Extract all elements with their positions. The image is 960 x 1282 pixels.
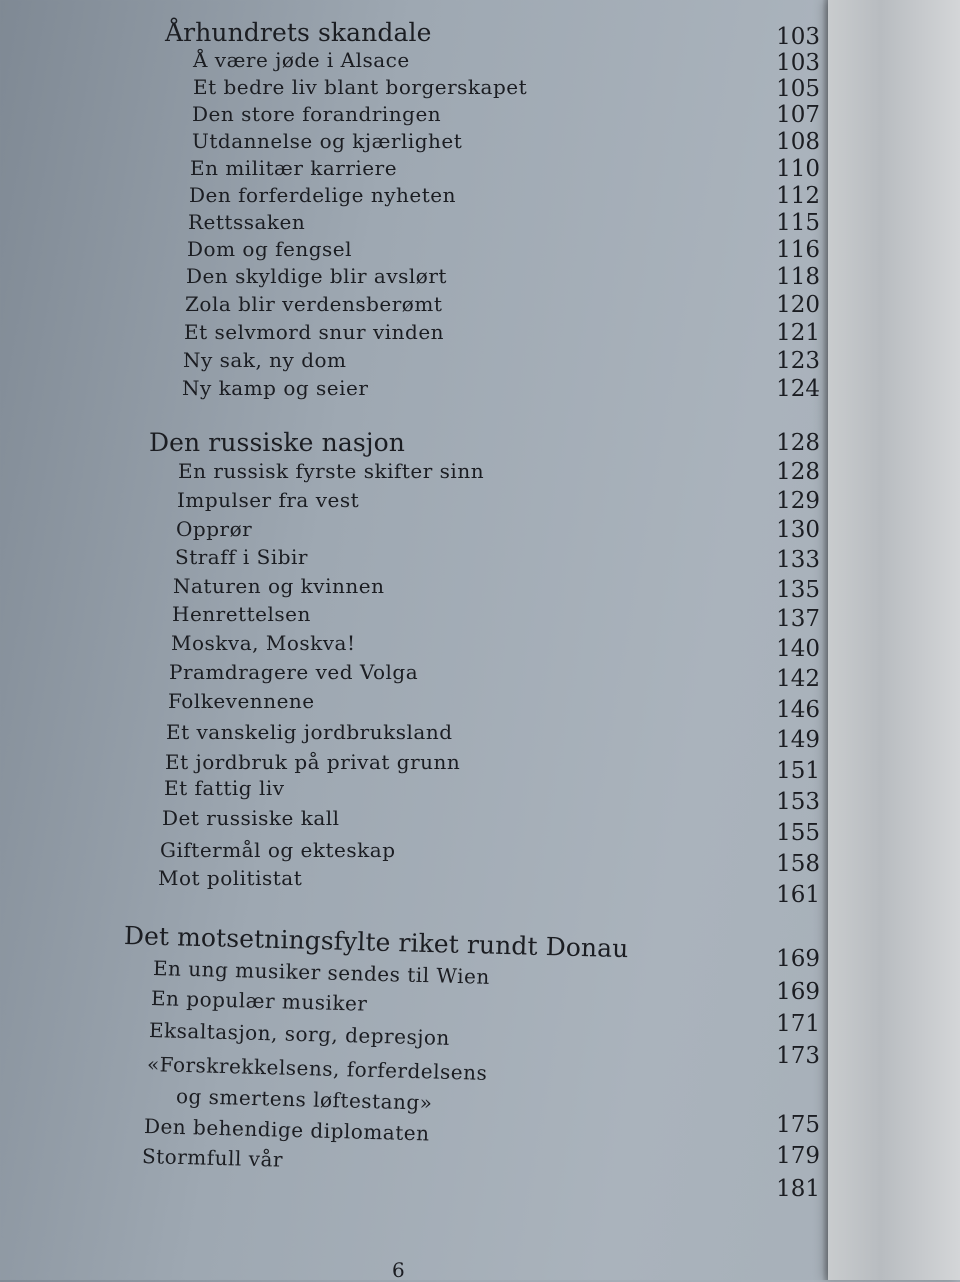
section-page-number: 103 — [776, 24, 820, 50]
toc-item: Giftermål og ekteskap — [160, 838, 396, 862]
toc-item: Den skyldige blir avslørt — [186, 264, 447, 288]
toc-item-page: 149 — [776, 727, 820, 753]
toc-item-page: 146 — [776, 697, 820, 723]
toc-item: Ny kamp og seier — [182, 376, 369, 400]
toc-item: Den behendige diplomaten — [143, 1114, 430, 1146]
toc-item-page: 173 — [776, 1043, 820, 1069]
toc-item: Eksaltasjon, sorg, depresjon — [148, 1018, 451, 1050]
toc-item: Opprør — [176, 517, 253, 541]
toc-item: Impulser fra vest — [177, 488, 360, 512]
toc-item: Å være jøde i Alsace — [193, 48, 410, 72]
toc-item-page: 151 — [776, 758, 820, 784]
toc-item: Et jordbruk på privat grunn — [165, 750, 461, 774]
toc-item-page: 175 — [776, 1112, 820, 1138]
section-title: Århundrets skandale — [165, 18, 432, 47]
toc-item: Stormfull vår — [141, 1144, 284, 1172]
toc-item-page: 128 — [776, 459, 820, 485]
toc-item: Mot politistat — [158, 866, 303, 890]
section-title: Den russiske nasjon — [149, 428, 405, 457]
toc-item: Utdannelse og kjærlighet — [192, 129, 463, 153]
toc-item-page: 135 — [776, 577, 820, 603]
toc-item: Det russiske kall — [162, 806, 340, 830]
toc-item-page: 105 — [776, 76, 820, 102]
section-title: Det motsetningsfylte riket rundt Donau — [123, 921, 629, 964]
toc-item: En populær musiker — [150, 986, 368, 1016]
toc-item: En russisk fyrste skifter sinn — [178, 459, 485, 483]
toc-item: Et fattig liv — [164, 776, 285, 800]
toc-item-page: 171 — [776, 1011, 820, 1037]
toc-item-page: 112 — [776, 183, 820, 209]
toc-item: En militær karriere — [190, 156, 398, 180]
toc-item: Dom og fengsel — [187, 237, 353, 261]
toc-item-page: 116 — [776, 237, 820, 263]
toc-item-page: 110 — [776, 156, 820, 182]
toc-item-page: 161 — [776, 882, 820, 908]
toc-item: Et vanskelig jordbruksland — [166, 720, 453, 744]
toc-item-page: 169 — [776, 979, 820, 1005]
page-folio-number: 6 — [392, 1258, 405, 1282]
toc-item: Naturen og kvinnen — [173, 574, 385, 598]
section-page-number: 169 — [776, 946, 820, 972]
toc-item-page: 115 — [776, 210, 820, 236]
toc-item: Rettssaken — [188, 210, 306, 234]
toc-item-page: 158 — [776, 851, 820, 877]
adjacent-page-edge — [828, 0, 960, 1280]
toc-item-page: 142 — [776, 666, 820, 692]
toc-item-page: 130 — [776, 517, 820, 543]
toc-item: Ny sak, ny dom — [183, 348, 347, 372]
toc-item-page: 129 — [776, 488, 820, 514]
toc-item: Den forferdelige nyheten — [189, 183, 456, 207]
toc-item: Straff i Sibir — [175, 545, 308, 569]
toc-item-page: 140 — [776, 636, 820, 662]
toc-item-page: 121 — [776, 320, 820, 346]
toc-item-page: 137 — [776, 606, 820, 632]
toc-item-page: 133 — [776, 547, 820, 573]
toc-item-page: 124 — [776, 376, 820, 402]
toc-item-page: 155 — [776, 820, 820, 846]
toc-item-page: 123 — [776, 348, 820, 374]
toc-item: Et bedre liv blant borgerskapet — [193, 75, 528, 99]
toc-item-page: 103 — [776, 50, 820, 76]
toc-item-page: 120 — [776, 292, 820, 318]
toc-item: Zola blir verdensberømt — [185, 292, 443, 316]
toc-item: Pramdragere ved Volga — [169, 660, 419, 684]
toc-item-page: 118 — [776, 264, 820, 290]
toc-item: Moskva, Moskva! — [171, 631, 356, 655]
toc-item-page: 107 — [776, 102, 820, 128]
toc-item: Den store forandringen — [192, 102, 442, 126]
page-gutter-shadow — [822, 0, 828, 1280]
toc-item-page: 179 — [776, 1143, 820, 1169]
toc-item: Henrettelsen — [172, 602, 311, 626]
toc-item: og smertens løftestang» — [175, 1084, 433, 1115]
section-page-number: 128 — [776, 430, 820, 456]
toc-item-page: 181 — [776, 1176, 820, 1202]
toc-item-page: 108 — [776, 129, 820, 155]
toc-item: Folkevennene — [168, 689, 315, 713]
toc-item-page: 153 — [776, 789, 820, 815]
toc-item: «Forskrekkelsens, forferdelsens — [146, 1052, 488, 1085]
toc-item: En ung musiker sendes til Wien — [152, 956, 491, 989]
toc-item: Et selvmord snur vinden — [184, 320, 445, 344]
